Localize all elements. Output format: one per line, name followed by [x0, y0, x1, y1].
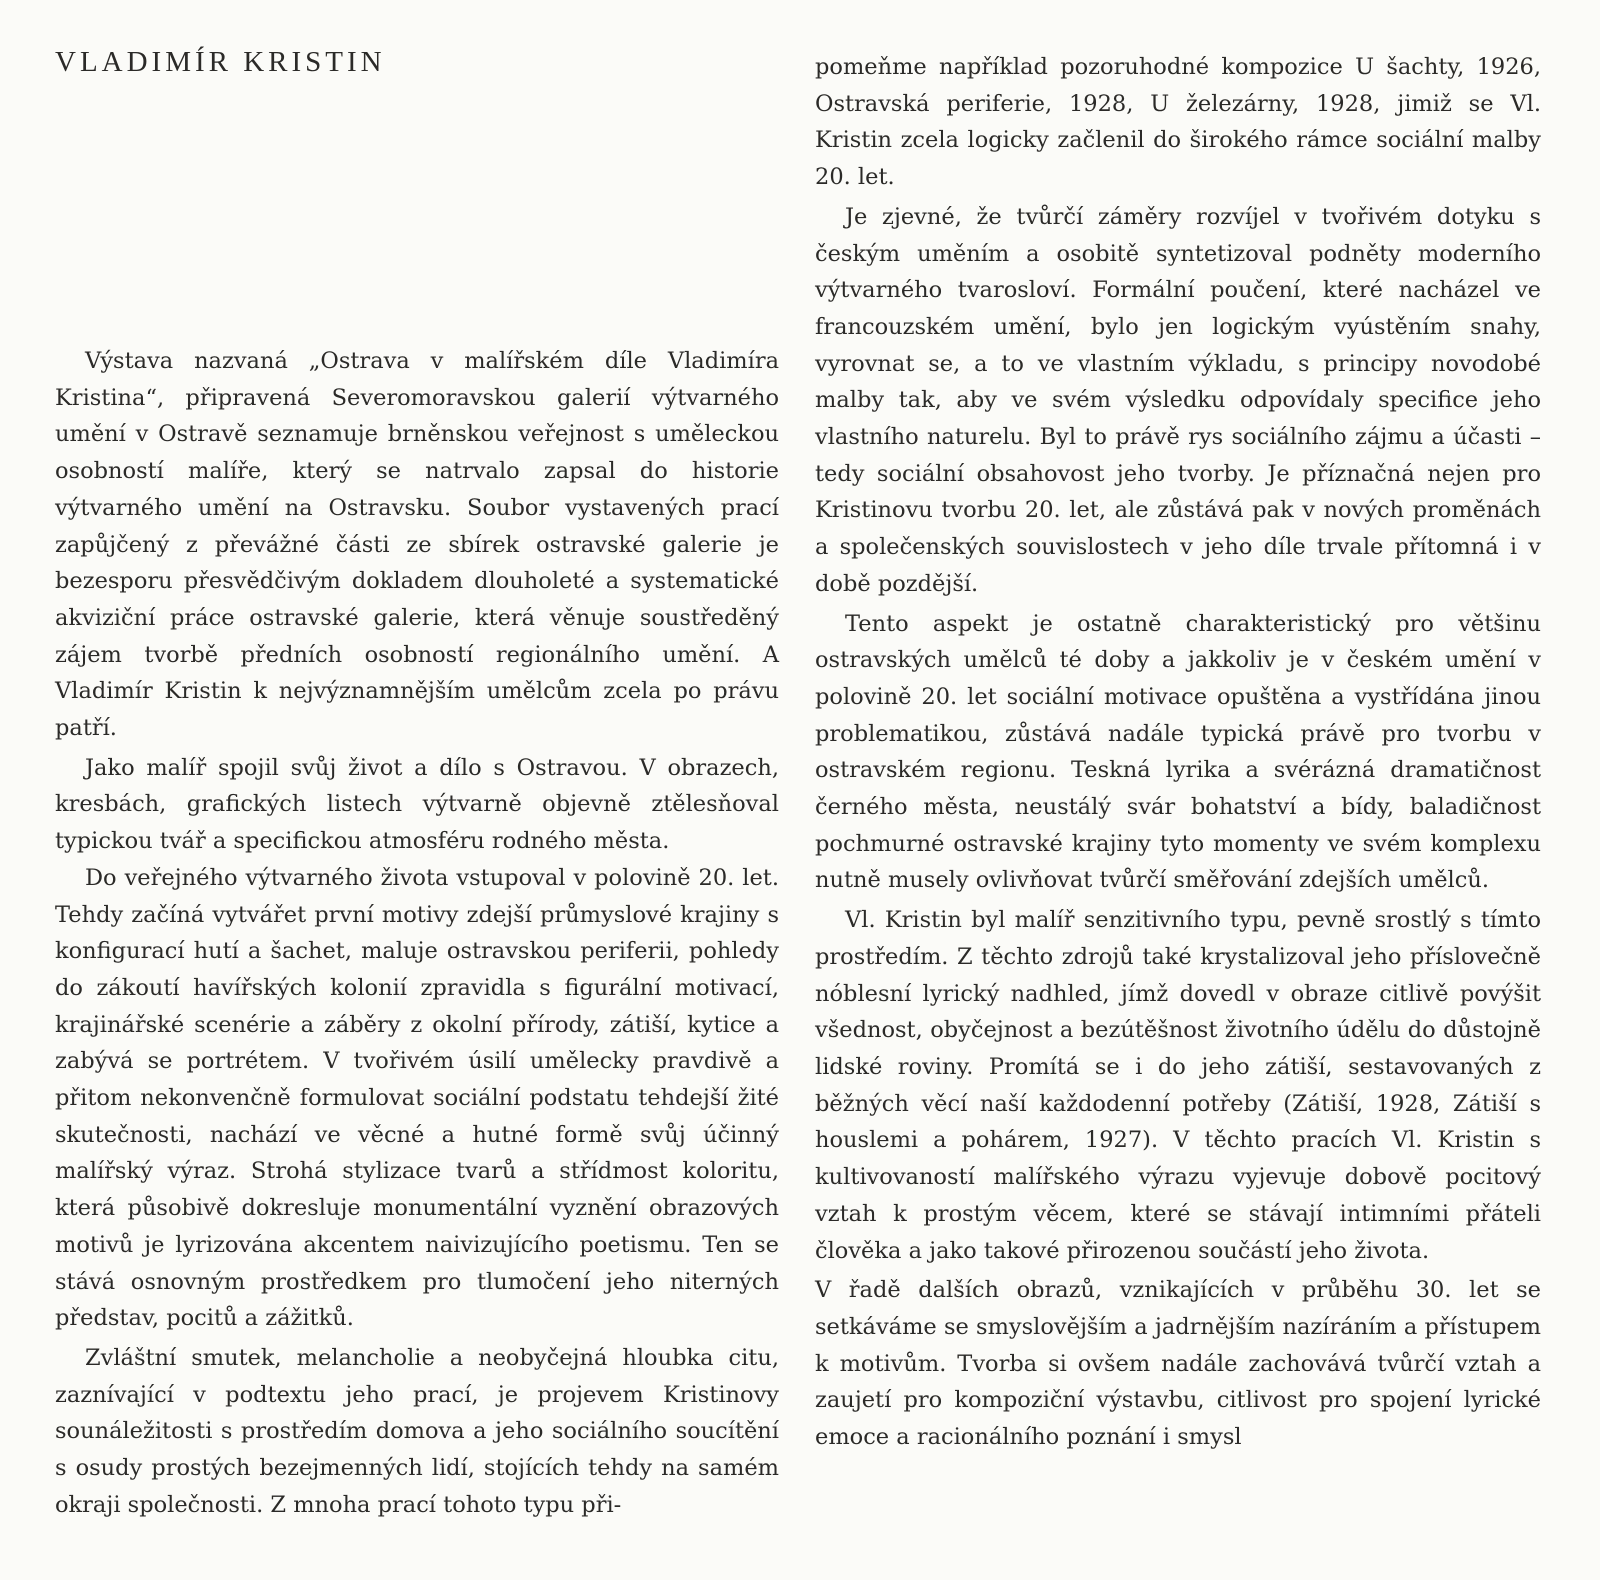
paragraph: Jako malíř spojil svůj život a dílo s Ostravou. V obrazech, kresbách, grafických listech výtvarně objevně ztělesňoval typickou tvář a specifickou atmosféru rodného města.	[55, 754, 779, 855]
paragraph: Vl. Kristin byl malíř senzitivního typu, pevně srostlý s tímto prostředím. Z těchto zdrojů také krystalizoval jeho příslovečně nóblesní lyrický nadhled, jímž dovedl v obraze citlivě povýšit všednost, obyčejnost a bezútěšnost životního údělu do důstojně lidské roviny. Promítá se i do jeho zátiší, sestavovaných z běžných věcí naší každodenní potřeby (Zátiší, 1928, Zátiší s houslemi a pohárem, 1927). V těchto pracích Vl. Kristin s kultivovaností malířského výrazu vyjevuje dobově pocitový vztah k prostým věcem, které se stávají intimními přáteli člověka a jako takové přirozenou součástí jeho života.	[815, 907, 1541, 1264]
right-column-text	[815, 49, 1541, 1456]
left-column-text	[55, 343, 779, 1524]
paragraph: Zvláštní smutek, melancholie a neobyčejná hloubka citu, zaznívající v podtextu jeho prací, je projevem Kristinovy sounáležitosti s prostředím domova a jeho sociálního soucítění s osudy prostých bezejmenných lidí, stojících tehdy na samém okraji společnosti. Z mnoha prací tohoto typu při-	[55, 1344, 779, 1518]
article-title: VLADIMÍR KRISTIN	[55, 46, 386, 78]
paragraph: pomeňme například pozoruhodné kompozice U šachty, 1926, Ostravská periferie, 1928, U železárny, 1928, jimiž se Vl. Kristin zcela logicky začlenil do širokého rámce sociální malby 20. let.	[815, 54, 1541, 191]
paragraph: Je zjevné, že tvůrčí záměry rozvíjel v tvořivém dotyku s českým uměním a osobitě syntetizoval podněty moderního výtvarného tvarosloví. Formální poučení, které nacházel ve francouzském umění, bylo jen logickým vyústěním snahy, vyrovnat se, a to ve vlastním výkladu, s principy novodobé malby tak, aby ve svém výsledku odpovídaly specifice jeho vlastního naturelu. Byl to právě rys sociálního zájmu a účasti – tedy sociální obsahovost jeho tvorby. Je příznačná nejen pro Kristinovu tvorbu 20. let, ale zůstává pak v nových proměnách a společenských souvislostech v jeho díle trvale přítomná i v době pozdější.	[815, 203, 1541, 597]
paragraph: Do veřejného výtvarného života vstupoval v polovině 20. let. Tehdy začíná vytvářet první motivy zdejší průmyslové krajiny s konfigurací hutí a šachet, maluje ostravskou periferii, pohledy do zákoutí havířských kolonií zpravidla s figurální motivací, krajinářské scenérie a záběry z okolní přírody, zátiší, kytice a zabývá se portrétem. V tvořivém úsilí umělecky pravdivě a přitom nekonvenčně formulovat sociální podstatu tehdejší žité skutečnosti, nachází ve věcné a hutné formě svůj účinný malířský výraz. Strohá stylizace tvarů a střídmost koloritu, která působivě dokresluje monumentální vyznění obrazových motivů je lyrizována akcentem naivizujícího poetismu. Ten se stává osnovným prostředkem pro tlumočení jeho niterných představ, pocitů a zážitků.	[55, 864, 779, 1332]
paragraph: V řadě dalších obrazů, vznikajících v průběhu 30. let se setkáváme se smyslovějším a jadrnějším nazíráním a přístupem k motivům. Tvorba si ovšem nadále zachovává tvůrčí vztah a zaujetí pro kompoziční výstavbu, citlivost pro spojení lyrické emoce a racionálního poznání i smysl	[815, 1277, 1541, 1451]
paragraph: Tento aspekt je ostatně charakteristický pro většinu ostravských umělců té doby a jakkoliv je v českém umění v polovině 20. let sociální motivace opuštěna a vystřídána jinou problematikou, zůstává nadále typická právě pro tvorbu v ostravském regionu. Teskná lyrika a svérázná dramatičnost černého města, neustálý svár bohatství a bídy, baladičnost pochmurné ostravské krajiny tyto momenty ve svém komplexu nutně musely ovlivňovat tvůrčí směřování zdejších umělců.	[815, 610, 1541, 894]
paragraph: Výstava nazvaná „Ostrava v malířském díle Vladimíra Kristina“, připravená Severomoravskou galerií výtvarného umění v Ostravě seznamuje brněnskou veřejnost s uměleckou osobností malíře, který se natrvalo zapsal do historie výtvarného umění na Ostravsku. Soubor vystavených prací zapůjčený z převážné části ze sbírek ostravské galerie je bezesporu přesvědčivým dokladem dlouholeté a systematické akviziční práce ostravské galerie, která věnuje soustředěný zájem tvorbě předních osobností regionálního umění. A Vladimír Kristin k nejvýznamnějším umělcům zcela po právu patří.	[55, 348, 779, 742]
